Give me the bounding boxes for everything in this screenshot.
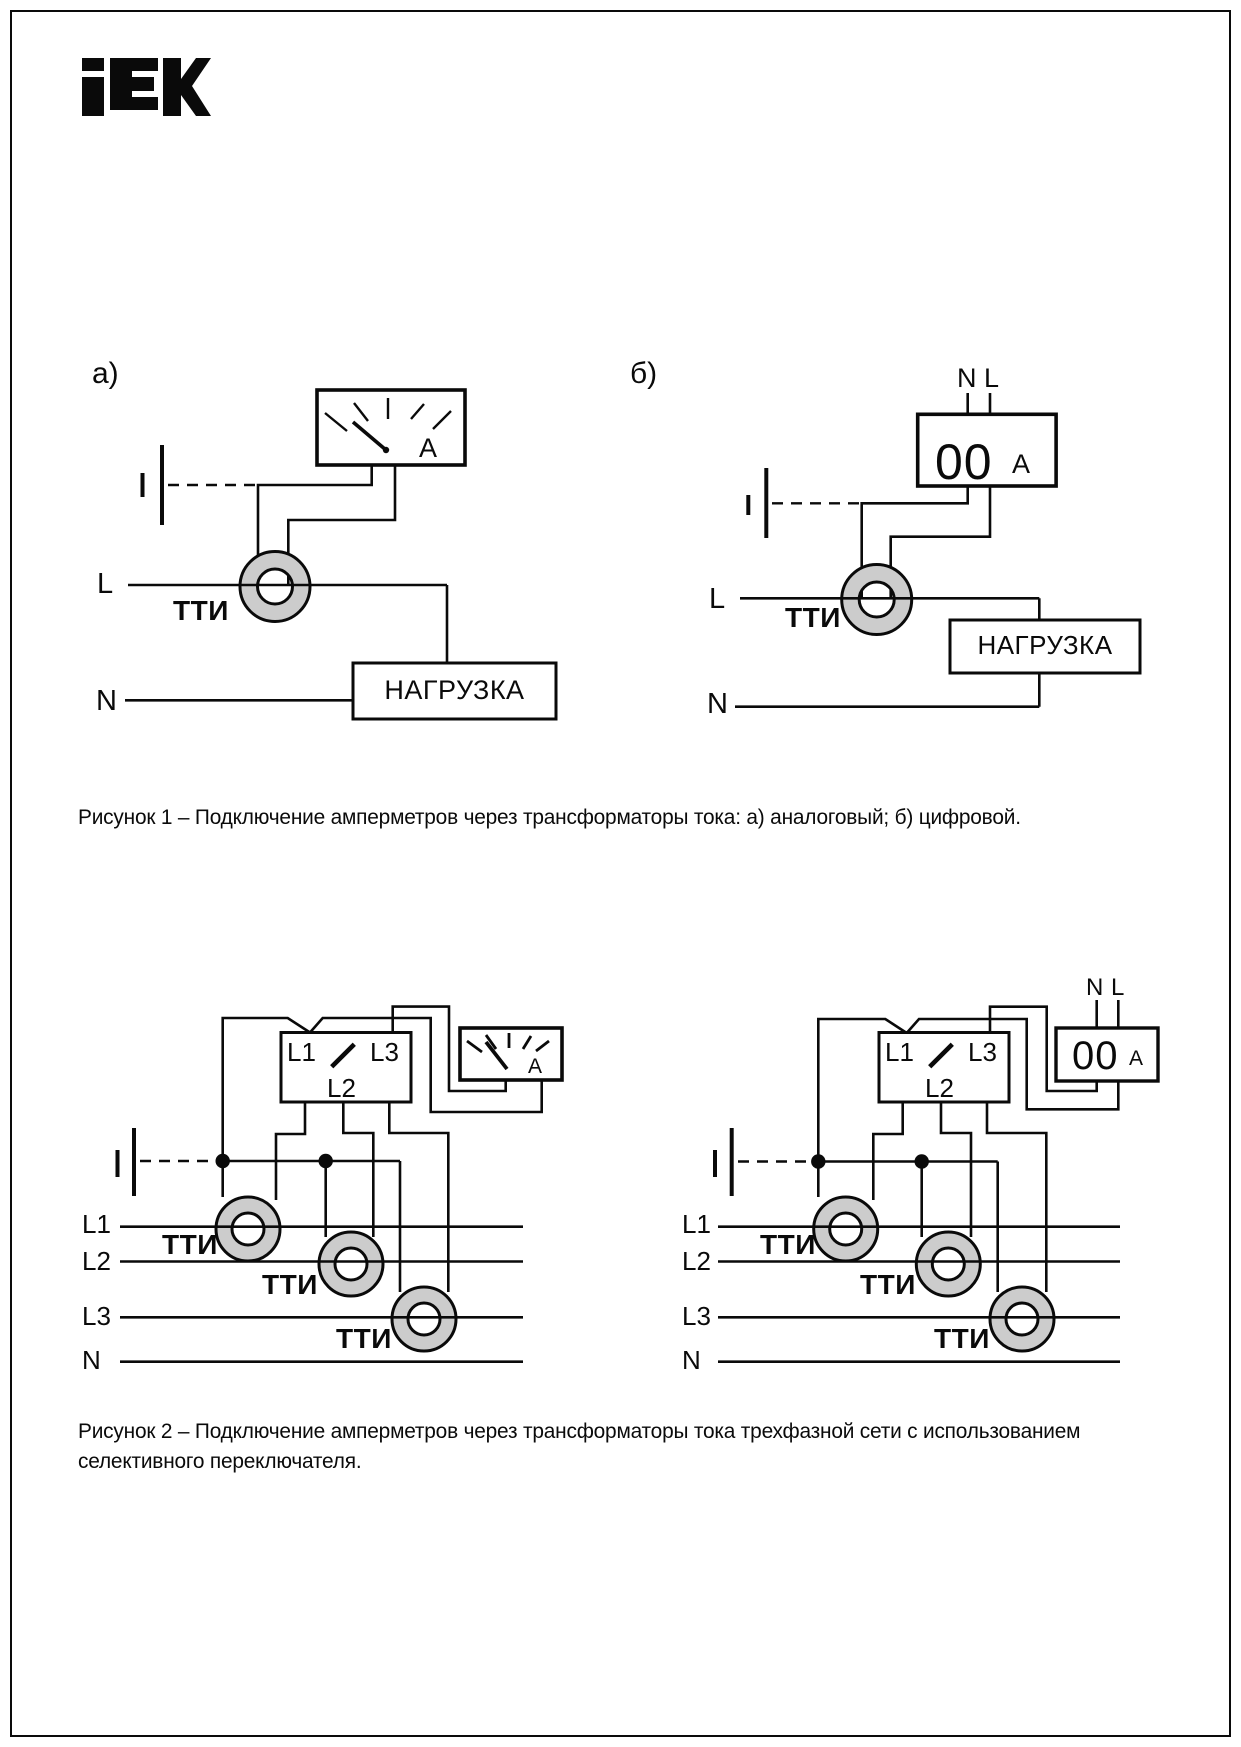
figure2-caption	[78, 1417, 1080, 1476]
current-transformer-icon	[216, 1197, 280, 1261]
ammeter-letter: А	[528, 1055, 543, 1078]
ct-label: ТТИ	[336, 1323, 392, 1354]
current-transformer-icon	[814, 1197, 878, 1261]
ammeter-letter: А	[1129, 1047, 1144, 1070]
figure2a-diagram	[118, 1007, 563, 1362]
figure1b-panel-label: б)	[630, 357, 658, 390]
ammeter-letter: А	[1012, 449, 1031, 479]
current-transformer-icon	[240, 552, 310, 622]
selector-pos-l1: L1	[885, 1037, 914, 1067]
junction-dot	[216, 1154, 230, 1168]
ct-label: ТТИ	[934, 1323, 990, 1354]
digital-display-value: 00	[935, 434, 993, 490]
page-border	[11, 11, 1230, 1736]
terminal-n-label: N	[957, 363, 977, 393]
neutral-n-label: N	[707, 688, 728, 720]
figure1-caption: Рисунок 1 – Подключение амперметров через трансформаторы тока: а) аналоговый; б) цифровой.	[78, 805, 1021, 829]
phase-l1-label: L1	[82, 1209, 111, 1239]
current-transformer-icon	[319, 1232, 383, 1296]
phase-l3-label: L3	[682, 1301, 711, 1331]
figure2-caption-line2: селективного переключателя.	[78, 1448, 362, 1473]
digital-display-value: 00	[1072, 1034, 1119, 1078]
phase-l3-label: L3	[82, 1301, 111, 1331]
ct-label: ТТИ	[162, 1229, 218, 1260]
ct-label: ТТИ	[785, 602, 841, 633]
terminal-n-label: N	[1086, 974, 1104, 1001]
ammeter-letter: А	[419, 433, 438, 463]
load-label: НАГРУЗКА	[977, 630, 1113, 660]
figure2-caption-line1: Рисунок 2 – Подключение амперметров через трансформаторы тока трехфазной сети с использованием	[78, 1419, 1081, 1443]
junction-dot	[915, 1154, 929, 1168]
phase-l-label: L	[709, 583, 726, 615]
analog-ammeter-icon	[460, 1028, 562, 1080]
neutral-n-label: N	[96, 685, 117, 717]
phase-n-label: N	[682, 1345, 701, 1375]
selector-pos-l3: L3	[968, 1037, 997, 1067]
selector-pos-l3: L3	[370, 1037, 399, 1067]
phase-l1-label: L1	[682, 1209, 711, 1239]
load-label: НАГРУЗКА	[384, 675, 525, 705]
phase-n-label: N	[82, 1345, 101, 1375]
figure1a-diagram	[125, 390, 556, 719]
terminal-l-label: L	[1111, 974, 1125, 1001]
ct-label: ТТИ	[173, 595, 229, 626]
ct-label: ТТИ	[860, 1269, 916, 1300]
selector-pos-l2: L2	[925, 1073, 954, 1103]
current-transformer-icon	[990, 1287, 1054, 1351]
terminal-l-label: L	[984, 363, 1000, 393]
phase-l2-label: L2	[682, 1246, 711, 1276]
junction-dot	[811, 1154, 825, 1168]
current-transformer-icon	[392, 1287, 456, 1351]
ct-label: ТТИ	[262, 1269, 318, 1300]
junction-dot	[319, 1154, 333, 1168]
current-transformer-icon	[916, 1232, 980, 1296]
figure1a-panel-label: а)	[92, 357, 119, 390]
selector-pos-l1: L1	[287, 1037, 316, 1067]
analog-ammeter-icon	[317, 390, 465, 465]
iek-logo-icon	[82, 58, 211, 116]
phase-l-label: L	[97, 568, 114, 600]
ct-label: ТТИ	[760, 1229, 816, 1260]
selector-pos-l2: L2	[327, 1073, 356, 1103]
phase-l2-label: L2	[82, 1246, 111, 1276]
